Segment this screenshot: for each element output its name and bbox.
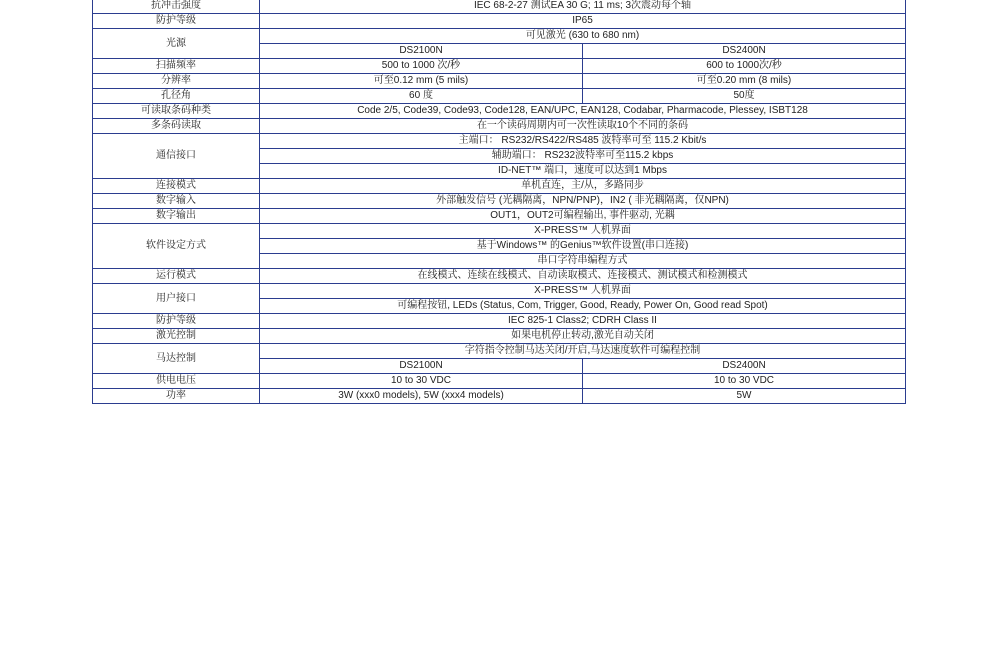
table-row: [93, 224, 906, 239]
row-label: 用户接口: [93, 284, 260, 314]
value-cell: ID-NET™ 端口，速度可以达到1 Mbps: [260, 164, 906, 179]
table-row: [93, 74, 906, 89]
row-label: 孔径角: [93, 89, 260, 104]
value-cell: 可至0.12 mm (5 mils): [260, 74, 583, 89]
value-cell: 可见激光 (630 to 680 nm): [260, 29, 906, 44]
row-label: 防护等级: [93, 14, 260, 29]
value-cell: 5W: [583, 389, 906, 404]
row-label: 激光控制: [93, 329, 260, 344]
value-cell: 50度: [583, 89, 906, 104]
table-row: [93, 59, 906, 74]
table-row: [93, 194, 906, 209]
row-label: 分辨率: [93, 74, 260, 89]
value-cell: 主端口： RS232/RS422/RS485 波特率可至 115.2 Kbit/s: [260, 134, 906, 149]
row-label: 扫描频率: [93, 59, 260, 74]
table-row: [93, 269, 906, 284]
value-cell: IP65: [260, 14, 906, 29]
value-cell: DS2100N: [260, 44, 583, 59]
table-row: [93, 179, 906, 194]
row-label: 多条码读取: [93, 119, 260, 134]
table-row: [93, 209, 906, 224]
row-label: 抗冲击强度: [93, 0, 260, 14]
row-label: 数字输出: [93, 209, 260, 224]
value-cell: X-PRESS™ 人机界面: [260, 224, 906, 239]
row-label: 光源: [93, 29, 260, 59]
value-cell: OUT1，OUT2可编程输出, 事件驱动, 光耦: [260, 209, 906, 224]
value-cell: 在线模式、连续在线模式、自动读取模式、连接模式、测试模式和检测模式: [260, 269, 906, 284]
value-cell: 在一个读码周期内可一次性读取10个不同的条码: [260, 119, 906, 134]
row-label: 数字输入: [93, 194, 260, 209]
value-cell: X-PRESS™ 人机界面: [260, 284, 906, 299]
row-label: 功率: [93, 389, 260, 404]
value-cell: 如果电机停止转动,激光自动关闭: [260, 329, 906, 344]
value-cell: IEC 68-2-27 测试EA 30 G; 11 ms; 3次震动每个轴: [260, 0, 906, 14]
table-row: [93, 329, 906, 344]
row-label: 软件设定方式: [93, 224, 260, 269]
table-row: [93, 284, 906, 299]
table-row: [93, 89, 906, 104]
row-label: 运行模式: [93, 269, 260, 284]
value-cell: 字符指令控制马达关闭/开启,马达速度软件可编程控制: [260, 344, 906, 359]
row-label: 供电电压: [93, 374, 260, 389]
table-row: [93, 314, 906, 329]
value-cell: 可编程按钮, LEDs (Status, Com, Trigger, Good, Ready, Power On, Good read Spot): [260, 299, 906, 314]
value-cell: DS2400N: [583, 359, 906, 374]
value-cell: 3W (xxx0 models), 5W (xxx4 models): [260, 389, 583, 404]
value-cell: 外部触发信号 (光耦隔离，NPN/PNP)，IN2 ( 非光耦隔离，仅NPN): [260, 194, 906, 209]
value-cell: DS2400N: [583, 44, 906, 59]
table-row: [93, 134, 906, 149]
table-row: [93, 374, 906, 389]
row-label: 可读取条码种类: [93, 104, 260, 119]
value-cell: 串口字符串编程方式: [260, 254, 906, 269]
row-label: 通信接口: [93, 134, 260, 179]
table-row: [93, 119, 906, 134]
value-cell: 500 to 1000 次/秒: [260, 59, 583, 74]
table-row: [93, 104, 906, 119]
row-label: 连接模式: [93, 179, 260, 194]
spec-table: [92, 0, 906, 404]
table-row: [93, 344, 906, 359]
spec-table-body: [93, 0, 906, 404]
value-cell: DS2100N: [260, 359, 583, 374]
table-row: [93, 389, 906, 404]
value-cell: IEC 825-1 Class2; CDRH Class II: [260, 314, 906, 329]
value-cell: 单机直连，主/从，多路同步: [260, 179, 906, 194]
value-cell: 10 to 30 VDC: [260, 374, 583, 389]
value-cell: 10 to 30 VDC: [583, 374, 906, 389]
value-cell: 辅助端口： RS232波特率可至115.2 kbps: [260, 149, 906, 164]
table-row: [93, 0, 906, 14]
row-label: 马达控制: [93, 344, 260, 374]
value-cell: 可至0.20 mm (8 mils): [583, 74, 906, 89]
value-cell: 600 to 1000次/秒: [583, 59, 906, 74]
value-cell: 基于Windows™ 的Genius™软件设置(串口连接): [260, 239, 906, 254]
row-label: 防护等级: [93, 314, 260, 329]
table-row: [93, 14, 906, 29]
value-cell: 60 度: [260, 89, 583, 104]
value-cell: Code 2/5, Code39, Code93, Code128, EAN/UPC, EAN128, Codabar, Pharmacode, Plessey, ISBT128: [260, 104, 906, 119]
table-row: [93, 29, 906, 44]
